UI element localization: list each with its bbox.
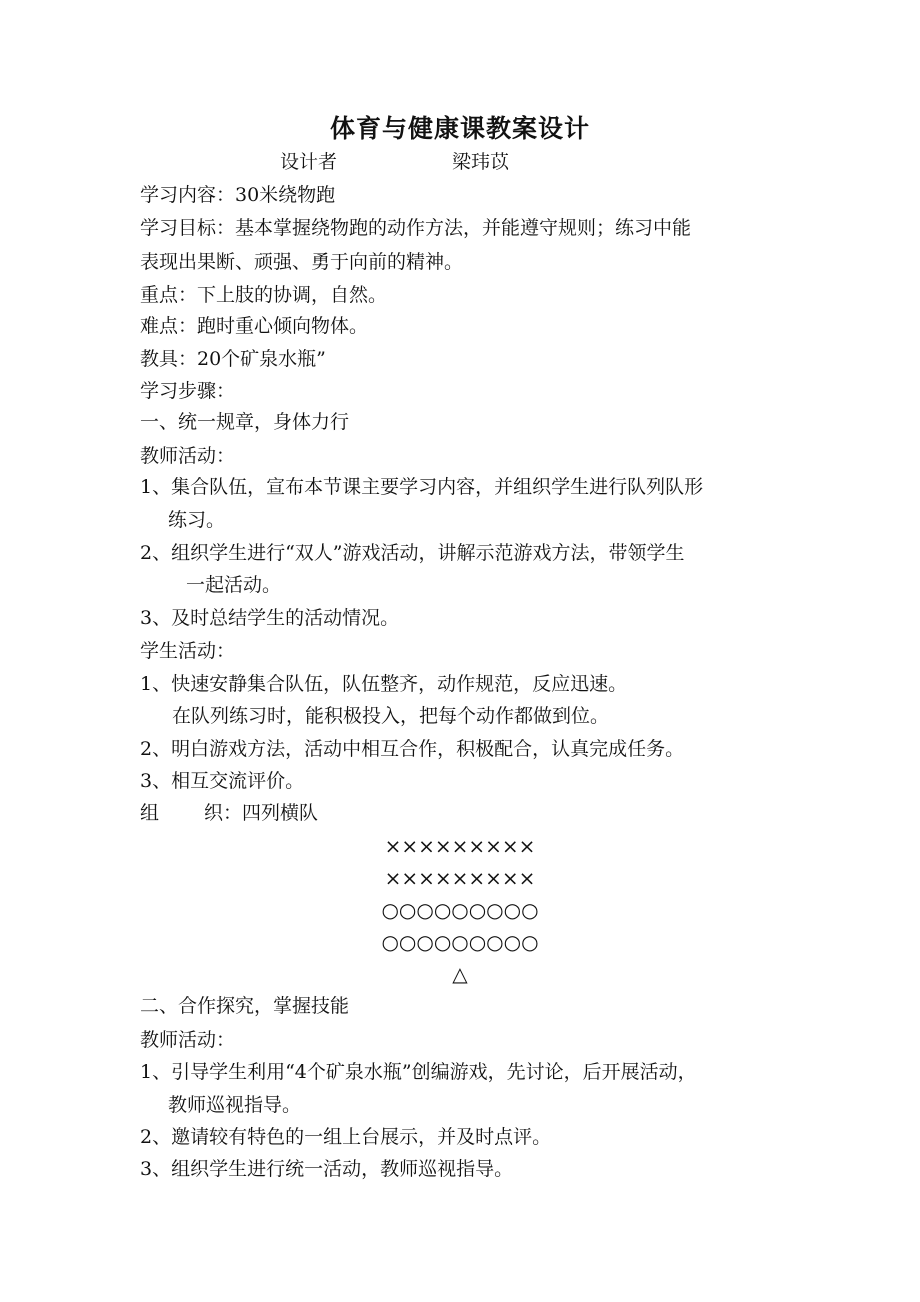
formation-row-2: ×××××××××	[384, 866, 536, 890]
learning-content: 学习内容：30米绕物跑	[140, 184, 336, 206]
learning-goal-line-1: 学习目标：基本掌握绕物跑的动作方法，并能遵守规则；练习中能	[140, 217, 692, 239]
section1-teacher-item-1: 1、集合队伍，宣布本节课主要学习内容，并组织学生进行队列队形	[140, 476, 704, 498]
section1-student-item-3: 3、相互交流评价。	[140, 770, 305, 792]
section1-student-item-1-cont: 在队列练习时，能积极投入，把每个动作都做到位。	[172, 705, 610, 727]
section1-teacher-item-1-cont: 练习。	[168, 509, 226, 531]
section1-student-label: 学生活动：	[140, 640, 236, 662]
equipment: 教具：20个矿泉水瓶”	[140, 348, 326, 370]
designer-label: 设计者	[280, 151, 338, 173]
section1-teacher-item-3: 3、及时总结学生的活动情况。	[140, 607, 400, 629]
section1-teacher-label: 教师活动：	[140, 445, 236, 467]
page-title: 体育与健康课教案设计	[329, 114, 590, 143]
learning-goal-line-2: 表现出果断、顽强、勇于向前的精神。	[140, 251, 464, 273]
formation-row-3: ○○○○○○○○○	[381, 898, 539, 922]
section2-heading: 二、合作探究，掌握技能	[140, 995, 350, 1017]
section2-teacher-item-2: 2、邀请较有特色的一组上台展示，并及时点评。	[140, 1126, 552, 1148]
section1-teacher-item-2: 2、组织学生进行“双人”游戏活动，讲解示范游戏方法，带领学生	[140, 542, 685, 564]
designer-name: 梁玮苡	[452, 151, 510, 173]
section2-teacher-label: 教师活动：	[140, 1029, 236, 1051]
organization-value: 织：四列横队	[204, 802, 319, 824]
formation-row-1: ×××××××××	[384, 834, 536, 858]
formation-row-4: ○○○○○○○○○	[381, 930, 539, 954]
steps-label: 学习步骤：	[140, 380, 236, 402]
key-point: 重点：下上肢的协调，自然。	[140, 284, 388, 306]
section2-teacher-item-1: 1、引导学生利用“4个矿泉水瓶”创编游戏，先讨论，后开展活动，	[140, 1061, 697, 1083]
section2-teacher-item-1-cont: 教师巡视指导。	[168, 1094, 302, 1116]
section1-heading: 一、统一规章，身体力行	[140, 411, 350, 433]
organization-label: 组	[140, 802, 160, 824]
section1-student-item-2: 2、明白游戏方法，活动中相互合作，积极配合，认真完成任务。	[140, 738, 685, 760]
section2-teacher-item-3: 3、组织学生进行统一活动，教师巡视指导。	[140, 1158, 514, 1180]
formation-teacher-marker: △	[452, 962, 468, 986]
section1-student-item-1: 1、快速安静集合队伍，队伍整齐，动作规范，反应迅速。	[140, 673, 628, 695]
section1-teacher-item-2-cont: 一起活动。	[186, 574, 282, 596]
difficulty: 难点：跑时重心倾向物体。	[140, 315, 369, 337]
